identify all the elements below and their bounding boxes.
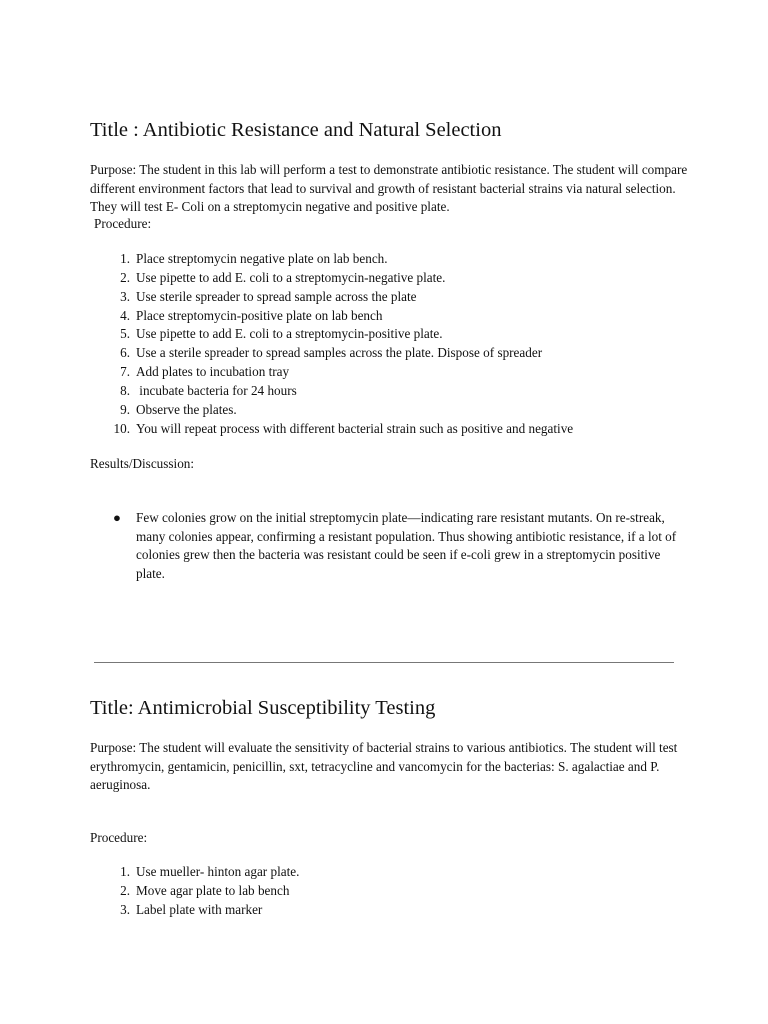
procedure-step xyxy=(120,863,300,882)
section-divider xyxy=(94,662,674,663)
procedure-step xyxy=(113,420,574,439)
step-text: You will repeat process with different bacterial strain such as positive and negative xyxy=(136,420,574,436)
section2-procedure-list xyxy=(120,863,300,920)
step-text: Move agar plate to lab bench xyxy=(136,882,290,898)
procedure-step xyxy=(120,382,573,401)
bullet-marker: ● xyxy=(113,510,121,525)
step-text: Use a sterile spreader to spread samples across the plate. Dispose of spreader xyxy=(136,345,543,361)
step-text: Use mueller- hinton agar plate. xyxy=(136,864,300,879)
procedure-step xyxy=(120,901,299,920)
step-number: 1. xyxy=(120,251,130,266)
step-text: Use sterile spreader to spread sample across the plate xyxy=(136,288,417,304)
procedure-step xyxy=(120,288,573,307)
procedure-step xyxy=(120,269,573,288)
bullet-text: Few colonies grow on the initial streptomycin plate—indicating rare resistant mutants. On re-streak, many colonies appear, confirming a resistant population. Thus showing antibiotic resistance, if a lot of colonies grew then the bacteria was resistant could be seen if e-coli grew in a streptomycin positive plate. xyxy=(136,510,677,582)
procedure-step xyxy=(120,882,299,901)
section2-purpose: Purpose: The student will evaluate the sensitivity of bacterial strains to various antibiotics. The student will test erythromycin, gentamicin, penicillin, sxt, tetracycline and vancomycin for the bacterias: S. agalactiae and P. aeruginosa. xyxy=(90,740,678,793)
step-number: 8. xyxy=(120,382,130,398)
step-number: 3. xyxy=(120,288,130,304)
step-text: Place streptomycin-positive plate on lab bench xyxy=(136,307,383,323)
step-number: 2. xyxy=(120,882,130,898)
step-number: 5. xyxy=(120,326,130,342)
procedure-step xyxy=(120,401,573,420)
step-number: 6. xyxy=(120,345,130,361)
step-number: 3. xyxy=(120,901,130,917)
step-text: Place streptomycin negative plate on lab bench. xyxy=(136,251,388,266)
step-text: Add plates to incubation tray xyxy=(136,364,290,380)
step-text: Use pipette to add E. coli to a streptomycin-positive plate. xyxy=(136,326,443,342)
section1-procedure-label: Procedure: xyxy=(94,216,152,231)
section1-purpose: Purpose: The student in this lab will perform a test to demonstrate antibiotic resistance. The student will compare different environment factors that lead to survival and growth of resistant bacterial strains via natural selection. They will test E- Coli on a streptomycin negative and positive plate. xyxy=(90,162,688,215)
section2-procedure-label: Procedure: xyxy=(90,830,148,845)
step-text: Observe the plates. xyxy=(136,401,237,417)
section2-title: Title: Antimicrobial Susceptibility Testing xyxy=(90,697,436,719)
section1-results-list xyxy=(113,509,681,584)
step-number: 2. xyxy=(120,269,130,285)
step-text: incubate bacteria for 24 hours xyxy=(136,382,297,398)
procedure-step xyxy=(120,307,573,326)
section1-procedure-list xyxy=(113,250,574,438)
step-number: 7. xyxy=(120,364,130,380)
step-number: 10. xyxy=(113,420,130,436)
step-number: 4. xyxy=(120,307,130,323)
section1-results-label: Results/Discussion: xyxy=(90,456,195,471)
procedure-step xyxy=(120,325,573,344)
section1-title: Title : Antibiotic Resistance and Natural Selection xyxy=(90,119,502,141)
step-text: Label plate with marker xyxy=(136,901,263,917)
procedure-step xyxy=(120,250,573,269)
step-text: Use pipette to add E. coli to a streptomycin-negative plate. xyxy=(136,269,446,285)
procedure-step xyxy=(120,344,573,363)
step-number: 1. xyxy=(120,864,130,879)
procedure-step xyxy=(120,363,573,382)
step-number: 9. xyxy=(120,401,130,417)
results-bullet-item xyxy=(113,509,681,584)
